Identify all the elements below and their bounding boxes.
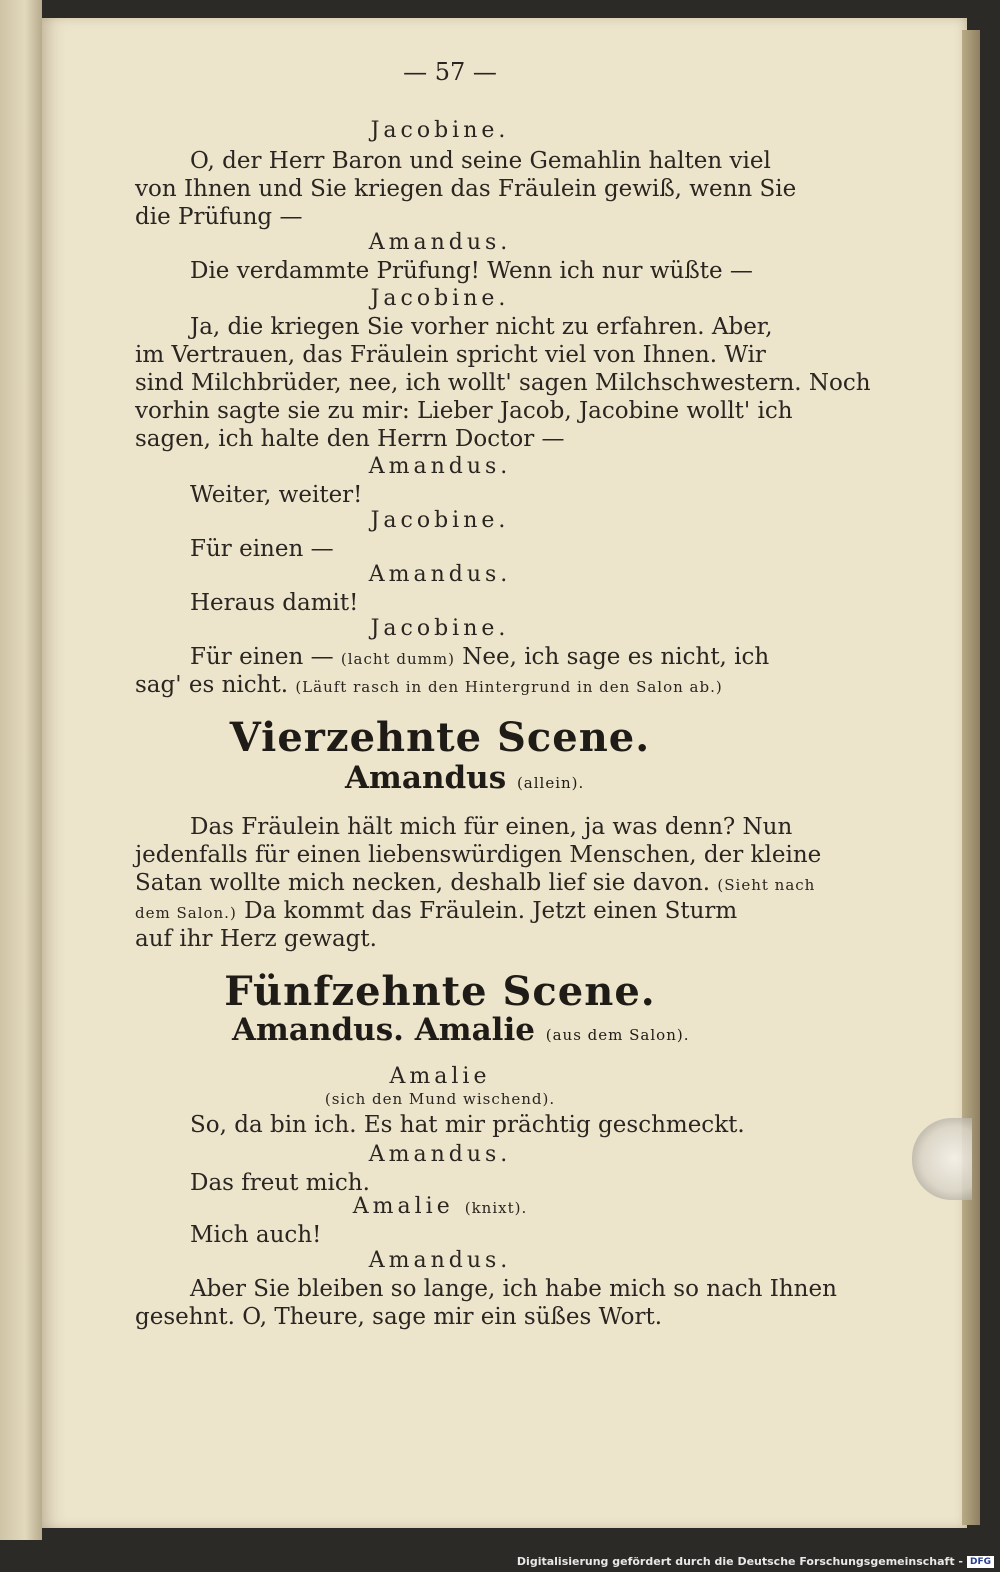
- text-line: im Vertrauen, das Fräulein spricht viel von Ihnen. Wir: [135, 342, 766, 368]
- speaker-amandus: Amandus.: [368, 1248, 512, 1273]
- text-line: Ja, die kriegen Sie vorher nicht zu erfahren. Aber,: [190, 314, 773, 340]
- stage-direction: (aus dem Salon).: [545, 1026, 690, 1044]
- text-line: O, der Herr Baron und seine Gemahlin halten viel: [190, 148, 771, 174]
- speaker-amandus: Amandus.: [368, 454, 512, 479]
- footer-text: Digitalisierung gefördert durch die Deutsche Forschungsgemeinschaft -: [516, 1555, 963, 1568]
- text-line: Das Fräulein hält mich für einen, ja was denn? Nun: [190, 814, 793, 840]
- text-run: Da kommt das Fräulein. Jetzt einen Sturm: [244, 898, 738, 924]
- speaker-name: Amalie: [352, 1194, 454, 1219]
- speaker-jacobine: Jacobine.: [370, 616, 510, 641]
- text-line: die Prüfung —: [135, 204, 303, 230]
- speaker-amalie: [95, 1194, 785, 1219]
- dfg-logo-icon: DFG: [967, 1556, 994, 1568]
- stage-direction: (allein).: [516, 774, 585, 792]
- text-line: Weiter, weiter!: [190, 482, 363, 508]
- text-line: [135, 672, 723, 698]
- text-line: [135, 898, 737, 924]
- speaker-amandus: Amandus.: [368, 1142, 512, 1167]
- text-line: [135, 870, 815, 896]
- digitization-footer: [517, 1555, 994, 1568]
- scene-title: Fünfzehnte Scene.: [224, 968, 656, 1015]
- scene-cast: [232, 1012, 689, 1048]
- text-line: Mich auch!: [190, 1222, 322, 1248]
- cast-name: Amandus: [345, 760, 507, 796]
- stage-direction: (lacht dumm): [340, 650, 455, 668]
- stage-direction: (sich den Mund wischend).: [324, 1090, 556, 1108]
- page-number: — 57 —: [403, 58, 497, 86]
- text-line: So, da bin ich. Es hat mir prächtig geschmeckt.: [190, 1112, 745, 1138]
- stage-direction: (knixt).: [464, 1199, 528, 1217]
- speaker-jacobine: Jacobine.: [370, 508, 510, 533]
- text-run: Nee, ich sage es nicht, ich: [462, 644, 770, 670]
- text-run: sag' es nicht.: [135, 672, 289, 698]
- text-line: gesehnt. O, Theure, sage mir ein süßes Wort.: [135, 1304, 663, 1330]
- text-line: [190, 644, 769, 670]
- stage-direction: (Sieht nach: [717, 876, 816, 894]
- text-line: auf ihr Herz gewagt.: [135, 926, 377, 952]
- page-edge: [962, 30, 980, 1525]
- speaker-amandus: Amandus.: [368, 230, 512, 255]
- text-line: jedenfalls für einen liebenswürdigen Menschen, der kleine: [135, 842, 822, 868]
- text-run: Für einen —: [190, 644, 334, 670]
- left-page-edge: [0, 0, 42, 1540]
- text-line: vorhin sagte sie zu mir: Lieber Jacob, Jacobine wollt' ich: [135, 398, 793, 424]
- text-line: sind Milchbrüder, nee, ich wollt' sagen Milchschwestern. Noch: [135, 370, 871, 396]
- text-line: von Ihnen und Sie kriegen das Fräulein gewiß, wenn Sie: [135, 176, 797, 202]
- text-line: Das freut mich.: [190, 1170, 370, 1196]
- stage-direction: (Läuft rasch in den Hintergrund in den Salon ab.): [295, 678, 723, 696]
- scene-title: Vierzehnte Scene.: [229, 714, 651, 761]
- cast-name: Amandus. Amalie: [232, 1012, 535, 1048]
- text-line: Für einen —: [190, 536, 334, 562]
- scene-cast: [345, 760, 584, 796]
- text-line: sagen, ich halte den Herrn Doctor —: [135, 426, 565, 452]
- text-line: Aber Sie bleiben so lange, ich habe mich so nach Ihnen: [190, 1276, 837, 1302]
- text-run: Satan wollte mich necken, deshalb lief sie davon.: [135, 870, 711, 896]
- speaker-amandus: Amandus.: [368, 562, 512, 587]
- speaker-amalie: Amalie: [389, 1064, 491, 1089]
- text-line: Die verdammte Prüfung! Wenn ich nur wüßte —: [190, 258, 753, 284]
- speaker-jacobine: Jacobine.: [370, 286, 510, 311]
- stage-direction: dem Salon.): [135, 904, 237, 922]
- text-line: Heraus damit!: [190, 590, 359, 616]
- speaker-jacobine: Jacobine.: [370, 118, 510, 143]
